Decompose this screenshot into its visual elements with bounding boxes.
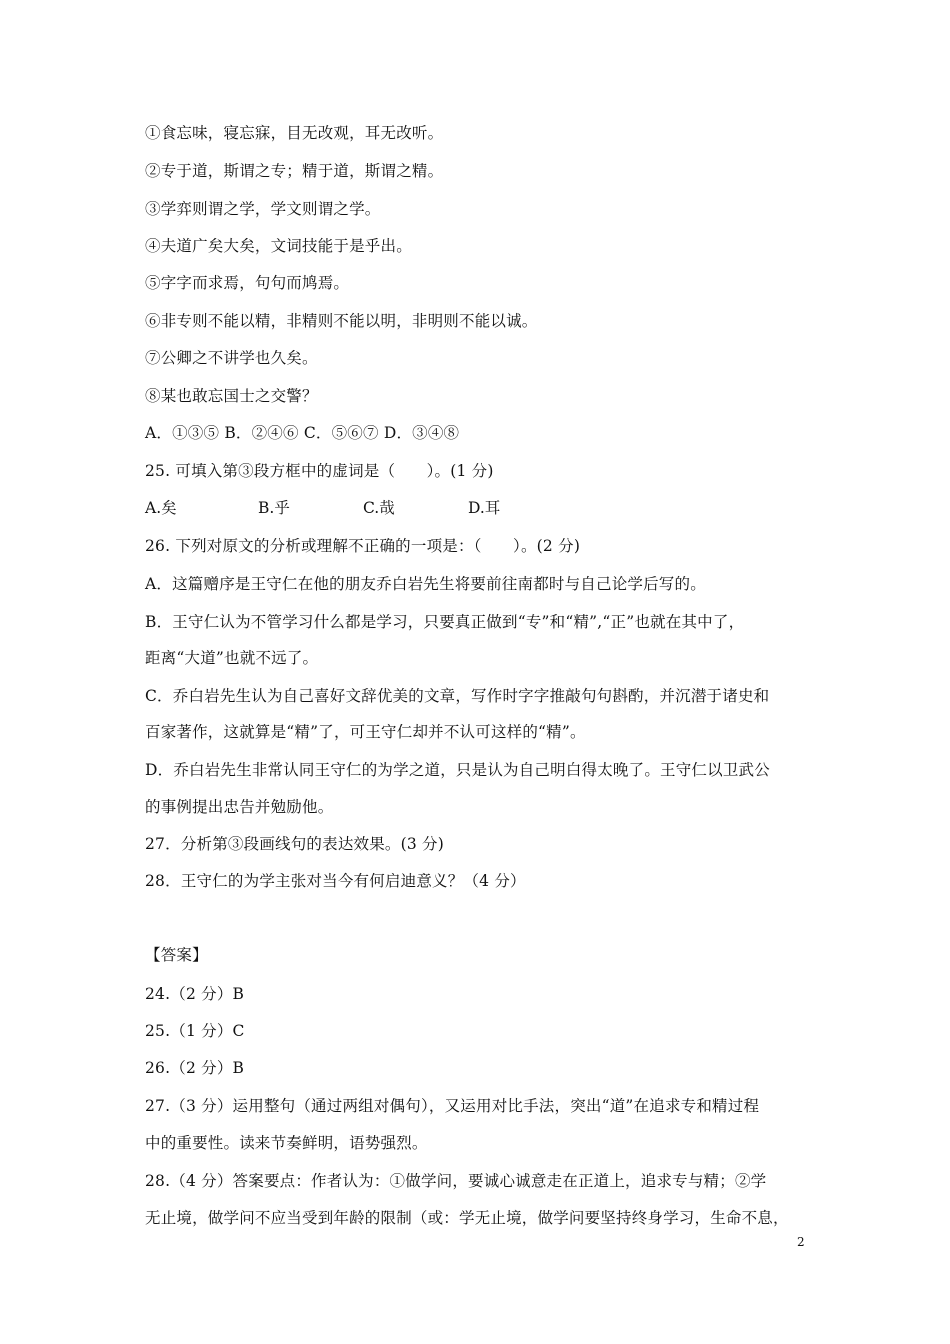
page-number: 2	[797, 1235, 805, 1249]
answer-heading: 【答案】	[145, 946, 208, 964]
option-a: A.矣	[145, 499, 177, 517]
question-26-option-b: B．王守仁认为不管学习什么都是学习，只要真正做到“专”和“精”,“正”也就在其中了，	[145, 613, 745, 631]
question-26-option-d-cont: 的事例提出忠告并勉励他。	[145, 798, 334, 816]
question-26-option-c-cont: 百家著作，这就算是“精”了，可王守仁却并不认可这样的“精”。	[145, 723, 586, 741]
answer-25: 25.（1 分）C	[145, 1022, 245, 1040]
option-d: D.耳	[468, 499, 501, 517]
question-line: ⑥非专则不能以精，非精则不能以明，非明则不能以诚。	[145, 312, 538, 330]
question-26-option-c: C．乔白岩先生认为自己喜好文辞优美的文章，写作时字字推敲句句斟酌，并沉潜于诸史和	[145, 687, 770, 705]
answer-26: 26.（2 分）B	[145, 1059, 245, 1077]
answer-options-line: A．①③⑤ B．②④⑥ C．⑤⑥⑦ D．③④⑧	[145, 424, 460, 442]
question-26-option-d: D．乔白岩先生非常认同王守仁的为学之道，只是认为自己明白得太晚了。王守仁以卫武公	[145, 761, 770, 779]
question-25-options	[145, 498, 810, 518]
question-line: ④夫道广矣大矣，文词技能于是乎出。	[145, 237, 412, 255]
question-line: ①食忘味，寝忘寐，目无改观，耳无改听。	[145, 124, 444, 142]
question-line: ③学弈则谓之学，学文则谓之学。	[145, 200, 381, 218]
question-line: ⑦公卿之不讲学也久矣。	[145, 349, 318, 367]
question-line: ②专于道，斯谓之专；精于道，斯谓之精。	[145, 162, 444, 180]
question-line: ⑤字字而求焉，句句而鸠焉。	[145, 274, 350, 292]
option-c: C.哉	[363, 499, 395, 517]
option-b: B.乎	[258, 499, 290, 517]
question-26: 26. 下列对原文的分析或理解不正确的一项是：（ ）。(2 分)	[145, 537, 581, 555]
question-26-option-b-cont: 距离“大道”也就不远了。	[145, 649, 319, 667]
question-26-option-a: A．这篇赠序是王守仁在他的朋友乔白岩先生将要前往南都时与自己论学后写的。	[145, 575, 706, 593]
answer-27-cont: 中的重要性。读来节奏鲜明，语势强烈。	[145, 1134, 428, 1152]
question-27: 27．分析第③段画线句的表达效果。(3 分)	[145, 835, 445, 853]
answer-24: 24.（2 分）B	[145, 985, 245, 1003]
question-line: ⑧某也敢忘国士之交警？	[145, 387, 318, 405]
question-28: 28．王守仁的为学主张对当今有何启迪意义？（4 分）	[145, 872, 526, 890]
answer-28: 28.（4 分）答案要点：作者认为：①做学问，要诚心诚意走在正道上，追求专与精；②学	[145, 1172, 767, 1190]
answer-27: 27.（3 分）运用整句（通过两组对偶句），又运用对比手法，突出“道”在追求专和精过程	[145, 1097, 760, 1115]
question-25: 25. 可填入第③段方框中的虚词是（ ）。(1 分)	[145, 462, 494, 480]
answer-28-cont: 无止境，做学问不应当受到年龄的限制（或：学无止境，做学问要坚持终身学习，生命不息，	[145, 1209, 789, 1227]
